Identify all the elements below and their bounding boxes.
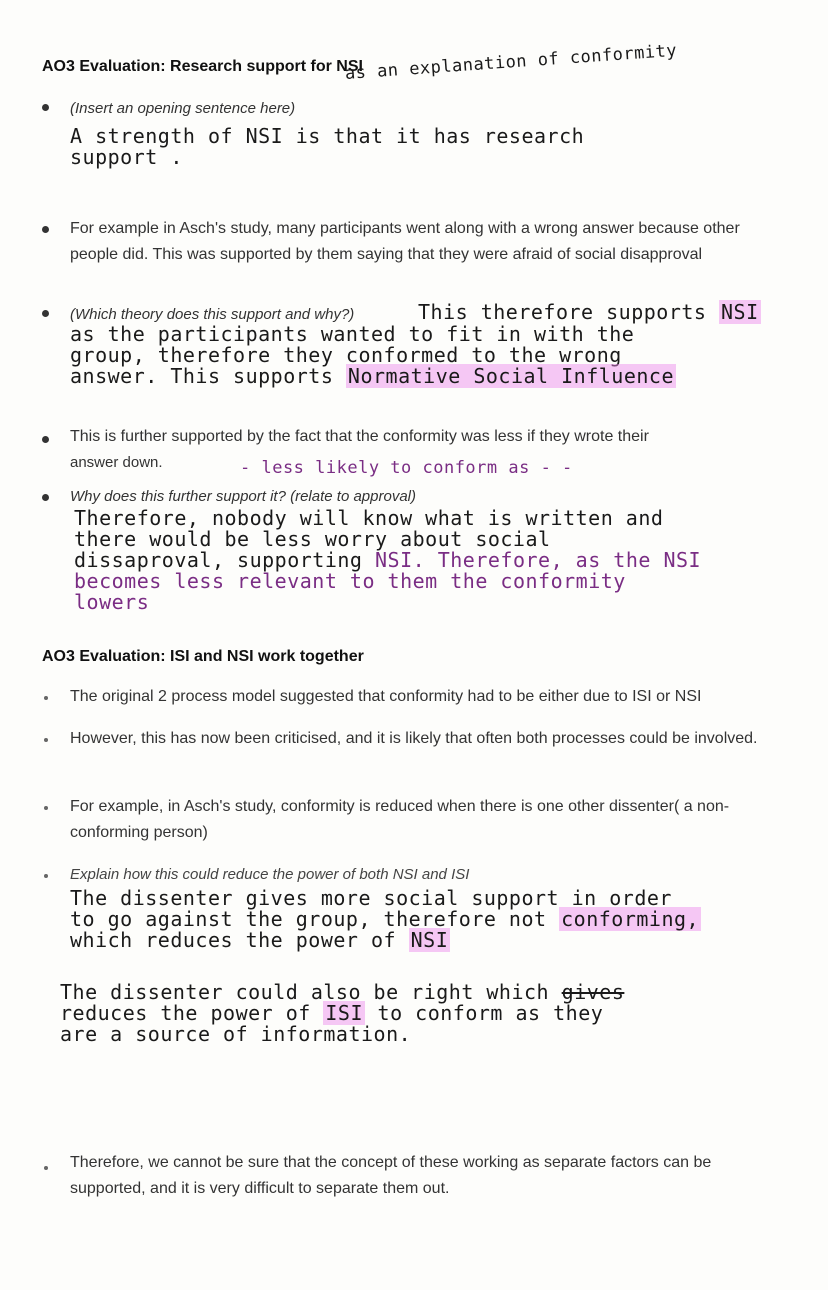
bullet: [42, 436, 49, 443]
printed-line: This is further supported by the fact that the conformity was less if they wrote their: [70, 428, 649, 445]
dissenter-example: For example, in Asch's study, conformity is reduced when there is one other dissenter( a non-conforming person): [70, 798, 730, 841]
hand-text: dissaproval, supporting: [74, 548, 363, 572]
bullet: [42, 226, 49, 233]
hand-note: as an explanation of conformity: [344, 40, 678, 84]
bullet: [44, 1166, 48, 1170]
hand-text: The dissenter could also be right which: [60, 980, 550, 1004]
hand-line: A strength of NSI is that it has research: [70, 124, 585, 148]
hand-text: This therefore supports: [418, 300, 707, 324]
hand-answer: [60, 982, 624, 1045]
section1-heading: AO3 Evaluation: Research support for NSI: [42, 58, 363, 75]
bullet: [44, 738, 48, 742]
hand-answer: [74, 508, 701, 613]
bullet: [42, 310, 49, 317]
highlight-nsi: NSI: [721, 300, 759, 324]
conclusion: Therefore, we cannot be sure that the concept of these working as separate factors can be supported, and it is very difficult to separate them out.: [70, 1154, 712, 1197]
prompt-approval: Why does this further support it? (relate to approval): [70, 488, 416, 505]
highlight-isi: ISI: [325, 1001, 363, 1025]
prompt-explain: Explain how this could reduce the power of both NSI and ISI: [70, 866, 470, 883]
bullet: [44, 696, 48, 700]
section2-heading: AO3 Evaluation: ISI and NSI work together: [42, 648, 364, 665]
bullet: [42, 104, 49, 111]
hand-line: [70, 909, 701, 930]
hand-answer: [418, 302, 761, 323]
hand-text: which reduces the power of: [70, 928, 397, 952]
hand-line: [74, 571, 701, 592]
hand-line: [74, 550, 701, 571]
hand-answer: [70, 888, 701, 951]
hand-line: [60, 1003, 624, 1024]
highlight-normative: Normative Social Influence: [347, 364, 674, 388]
hand-line: group, therefore they conformed to the wrong: [70, 343, 622, 367]
hand-line: [60, 982, 624, 1003]
hand-line: there would be less worry about social: [74, 527, 551, 551]
hand-text: to them the conformity: [349, 569, 626, 593]
criticism-point: However, this has now been criticised, and it is likely that often both processes could be involved.: [70, 730, 758, 747]
prompt-theory: (Which theory does this support and why?): [70, 306, 355, 323]
hand-text: reduces the power of: [60, 1001, 311, 1025]
hand-line: support .: [70, 145, 183, 169]
highlight-nsi: NSI: [410, 928, 449, 952]
hand-text: to go against the group, therefore not: [70, 907, 547, 931]
prompt-opening: (Insert an opening sentence here): [70, 100, 296, 117]
hand-text: Therefore, as the NSI: [437, 548, 702, 572]
hand-text: to conform as they: [377, 1001, 604, 1025]
bullet: [42, 494, 49, 501]
hand-text: NSI.: [375, 548, 426, 572]
bullet: [44, 806, 48, 810]
printed-line: answer down.: [70, 454, 163, 471]
asch-example: For example in Asch's study, many participants went along with a wrong answer because other people did. This was supported by them saying that they were afraid of social disapproval: [70, 220, 740, 263]
highlight-conforming: conforming,: [561, 907, 700, 931]
hand-answer: [70, 324, 676, 387]
hand-line: [70, 366, 676, 387]
hand-line: Therefore, nobody will know what is written and: [74, 506, 664, 530]
hand-line: lowers: [74, 590, 150, 614]
hand-text: answer. This supports: [70, 364, 334, 388]
two-process-model: The original 2 process model suggested that conformity had to be either due to ISI or NSI: [70, 688, 702, 705]
hand-line: [70, 930, 701, 951]
hand-note: - less likely to conform as - -: [240, 458, 573, 478]
hand-text-crossed: gives: [561, 980, 625, 1004]
hand-answer: [70, 126, 584, 168]
hand-line: as the participants wanted to fit in with the: [70, 322, 635, 346]
bullet: [44, 874, 48, 878]
hand-line: The dissenter gives more social support in order: [70, 886, 672, 910]
hand-line: are a source of information.: [60, 1022, 412, 1046]
hand-text: becomes less relevant: [74, 569, 338, 593]
